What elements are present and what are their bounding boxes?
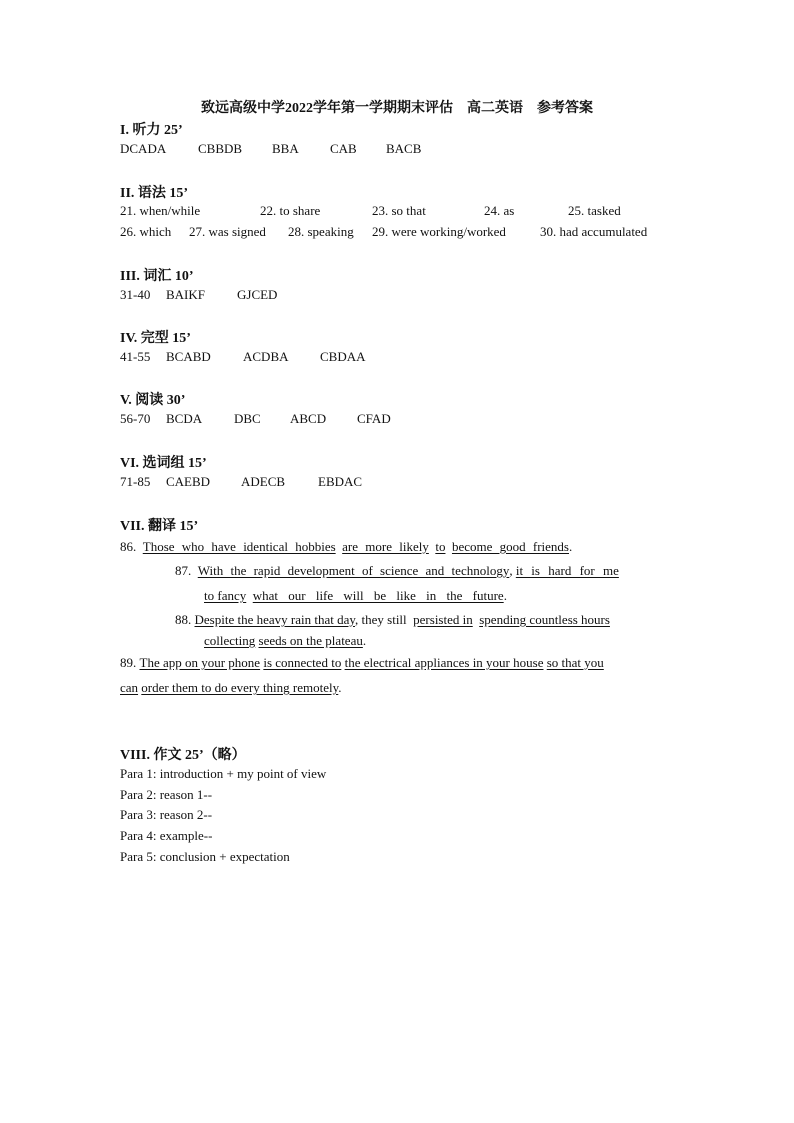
question-range: 31-40	[120, 287, 151, 302]
grammar-answer: 23. so that	[372, 203, 426, 218]
answer-group: CBDAA	[320, 349, 366, 364]
question-number: 88.	[175, 612, 192, 627]
period: .	[362, 633, 367, 648]
translation-chunk: can	[120, 680, 139, 695]
translation-chunk: it is hard for me	[515, 563, 619, 578]
section-heading-cloze: IV. 完型 15’	[120, 331, 191, 346]
grammar-answer: 27. was signed	[189, 224, 266, 239]
section-heading-reading: V. 阅读 30’	[120, 393, 186, 408]
translation-87-line2	[204, 588, 507, 604]
translation-chunk: to	[435, 539, 446, 554]
question-range: 41-55	[120, 349, 151, 364]
section-heading-writing: VIII. 作文 25’（略）	[120, 748, 246, 763]
translation-chunk: become good friends	[451, 539, 569, 554]
grammar-answer: 21. when/while	[120, 203, 201, 218]
translation-chunk: order them to do every thing remotely	[141, 680, 339, 695]
grammar-answer: 26. which	[120, 224, 172, 239]
answer-group: BCABD	[166, 349, 211, 364]
translation-chunk: what our life will be like in the future	[252, 588, 504, 603]
section-heading-translation: VII. 翻译 15’	[120, 519, 199, 534]
section-heading-grammar: II. 语法 15’	[120, 186, 189, 201]
answer-group: DCADA	[120, 141, 167, 156]
answer-group: ABCD	[290, 411, 327, 426]
translation-87-line1	[175, 563, 619, 579]
grammar-answer: 30. had accumulated	[540, 224, 648, 239]
translation-chunk: spending countless hours	[479, 612, 610, 627]
section-heading-phrases: VI. 选词组 15’	[120, 456, 207, 471]
translation-chunk: collecting	[204, 633, 256, 648]
question-range: 71-85	[120, 474, 151, 489]
grammar-answer: 22. to share	[260, 203, 321, 218]
answer-group: CAB	[330, 141, 357, 156]
writing-para-outline: Para 2: reason 1--	[120, 787, 213, 802]
answer-group: ACDBA	[243, 349, 289, 364]
period: .	[569, 539, 573, 554]
writing-para-outline: Para 4: example--	[120, 828, 213, 843]
translation-chunk: Despite the heavy rain that day	[194, 612, 356, 627]
grammar-answer: 25. tasked	[568, 203, 621, 218]
answer-group: DBC	[234, 411, 261, 426]
writing-para-outline: Para 1: introduction + my point of view	[120, 766, 327, 781]
comma: ,	[509, 563, 513, 578]
translation-89-line2	[120, 680, 342, 696]
question-number: 86.	[120, 539, 137, 554]
grammar-answer: 28. speaking	[288, 224, 354, 239]
answer-group: CAEBD	[166, 474, 211, 489]
translation-89-line1	[120, 655, 604, 671]
translation-88-line2	[204, 633, 366, 649]
section-heading-listening: I. 听力 25’	[120, 123, 183, 138]
question-range: 56-70	[120, 411, 151, 426]
writing-para-outline: Para 3: reason 2--	[120, 807, 213, 822]
page-title: 致远高级中学2022学年第一学期期末评估 高二英语 参考答案	[201, 101, 593, 116]
answer-group: CFAD	[357, 411, 391, 426]
question-number: 89.	[120, 655, 137, 670]
answer-group: BAIKF	[166, 287, 206, 302]
translation-chunk: Those who have identical hobbies	[142, 539, 336, 554]
translation-chunk: With the rapid development of science and technology	[197, 563, 510, 578]
translation-text: , they still	[355, 612, 407, 627]
answer-group: EBDAC	[318, 474, 363, 489]
answer-group: ADECB	[241, 474, 286, 489]
translation-chunk: the electrical appliances in your house	[344, 655, 544, 670]
answer-group: GJCED	[237, 287, 278, 302]
grammar-answer: 29. were working/worked	[372, 224, 506, 239]
period: .	[503, 588, 507, 603]
period: .	[338, 680, 342, 695]
section-heading-vocabulary: III. 词汇 10’	[120, 269, 194, 284]
answer-group: CBBDB	[198, 141, 243, 156]
answer-group: BACB	[386, 141, 422, 156]
translation-chunk: seeds on the plateau	[258, 633, 363, 648]
writing-para-outline: Para 5: conclusion + expectation	[120, 849, 290, 864]
question-number: 87.	[175, 563, 192, 578]
grammar-answer: 24. as	[484, 203, 515, 218]
translation-88-line1	[175, 612, 610, 628]
translation-chunk: to fancy	[204, 588, 247, 603]
translation-chunk: persisted in	[413, 612, 473, 627]
translation-chunk: are more likely	[342, 539, 429, 554]
translation-chunk: The app on your phone	[139, 655, 261, 670]
answer-group: BBA	[272, 141, 299, 156]
translation-chunk: so that you	[546, 655, 604, 670]
answer-group: BCDA	[166, 411, 203, 426]
translation-86	[120, 539, 674, 555]
translation-chunk: is connected to	[263, 655, 342, 670]
